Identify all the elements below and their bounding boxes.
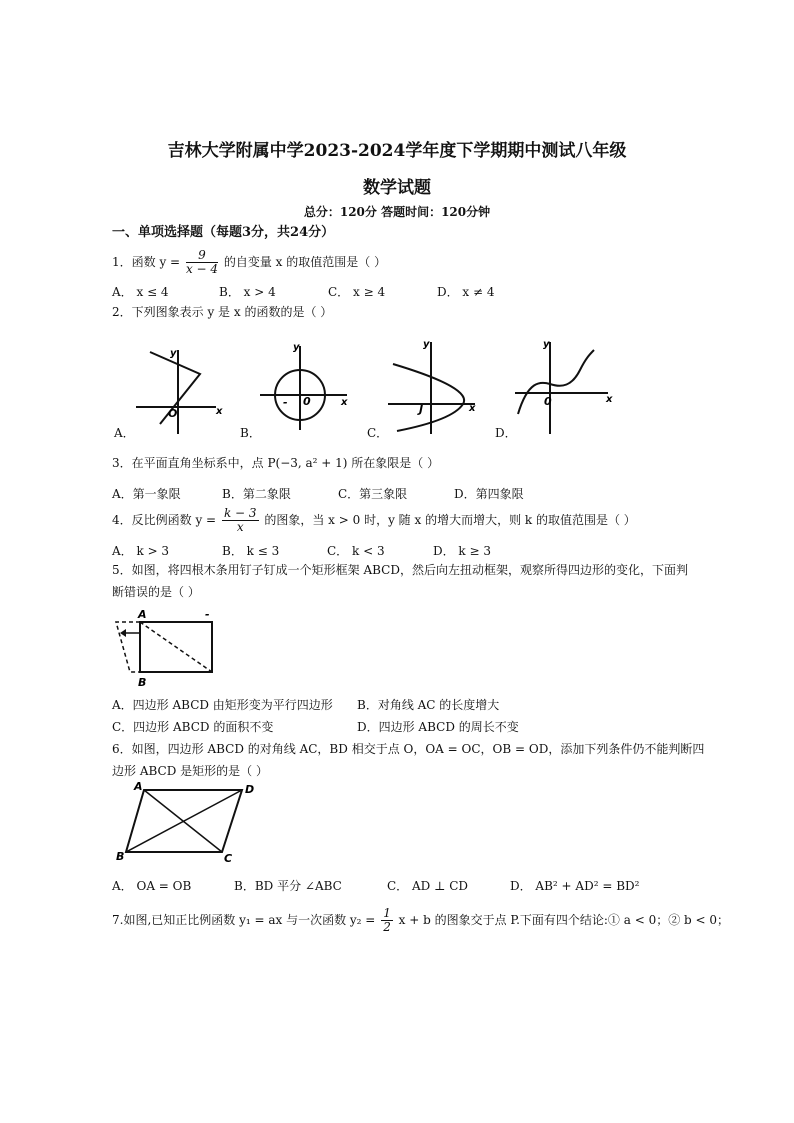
y-axis-label: y bbox=[543, 339, 550, 350]
q1-option-a[interactable]: A． x ≤ 4 bbox=[112, 285, 169, 299]
q4-option-a[interactable]: A． k > 3 bbox=[112, 544, 170, 558]
q1-denominator: x − 4 bbox=[185, 262, 219, 276]
q2-option-b[interactable]: B． bbox=[240, 426, 261, 440]
q3-option-d[interactable]: D．第四象限 bbox=[454, 487, 524, 501]
origin-label: J bbox=[419, 403, 424, 416]
q5-option-b[interactable]: B．对角线 AC 的长度增大 bbox=[357, 698, 500, 712]
q4-prefix: 4．反比例函数 y = bbox=[112, 513, 217, 527]
q4-fraction bbox=[222, 507, 259, 534]
q4-option-b[interactable]: B． k ≤ 3 bbox=[222, 544, 280, 558]
label-b: B bbox=[138, 676, 147, 689]
q5-option-a[interactable]: A．四边形 ABCD 由矩形变为平行四边形 bbox=[112, 698, 333, 712]
q2-graph-d bbox=[510, 336, 615, 436]
q2-graph-a bbox=[128, 342, 228, 437]
origin-label: 0 bbox=[544, 395, 552, 408]
exam-title: 吉林大学附属中学2023-2024学年度下学期期中测试八年级 bbox=[167, 141, 627, 161]
question-3-stem: 3．在平面直角坐标系中，点 P(−3, a² + 1) 所在象限是（ ） bbox=[112, 456, 440, 470]
q4-option-c[interactable]: C． k < 3 bbox=[327, 544, 385, 558]
q3-option-c[interactable]: C．第三象限 bbox=[338, 487, 408, 501]
dashed-left-frame bbox=[116, 622, 140, 672]
question-6-line-1: 6．如图，四边形 ABCD 的对角线 AC，BD 相交于点 O，OA = OC，OB = OD，添加下列条件仍不能判断四 bbox=[112, 742, 705, 756]
q2-graph-b bbox=[255, 340, 355, 435]
x-axis-label: x bbox=[341, 397, 348, 408]
label-a: A bbox=[138, 608, 147, 621]
exam-subject: 数学试题 bbox=[363, 178, 431, 198]
y-axis-label: y bbox=[170, 348, 177, 359]
q1-option-b[interactable]: B． x > 4 bbox=[219, 285, 276, 299]
q6-option-b[interactable]: B．BD 平分 ∠ABC bbox=[234, 879, 342, 893]
q1-option-d[interactable]: D． x ≠ 4 bbox=[437, 285, 495, 299]
left-arrow-icon bbox=[120, 629, 126, 637]
x-axis-label: x bbox=[469, 403, 476, 414]
question-7-stem bbox=[112, 907, 729, 934]
cubic-curve bbox=[518, 350, 594, 414]
q4-numerator: k − 3 bbox=[223, 506, 257, 520]
label-d: D bbox=[245, 783, 255, 796]
label-c: C bbox=[224, 852, 233, 865]
question-4-stem bbox=[112, 507, 636, 534]
x-axis-label: x bbox=[606, 394, 613, 405]
origin-label: O bbox=[168, 407, 178, 420]
section-heading: 一、单项选择题（每题3分，共24分） bbox=[112, 225, 335, 240]
q1-option-c[interactable]: C． x ≥ 4 bbox=[328, 285, 386, 299]
parabola-curve bbox=[393, 364, 464, 431]
q4-denominator: x bbox=[236, 520, 244, 534]
q1-numerator: 9 bbox=[186, 249, 218, 263]
q6-figure bbox=[112, 780, 262, 864]
q2-option-d[interactable]: D． bbox=[495, 426, 517, 440]
q6-option-a[interactable]: A． OA = OB bbox=[112, 879, 192, 893]
q7-suffix: x + b 的图象交于点 P.下面有四个结论:① a < 0；② b < 0； bbox=[398, 913, 730, 927]
y-axis-label: y bbox=[293, 342, 300, 353]
question-2-stem: 2．下列图象表示 y 是 x 的函数的是（ ） bbox=[112, 305, 333, 319]
q6-option-c[interactable]: C． AD ⊥ CD bbox=[387, 879, 469, 893]
q7-prefix: 7.如图,已知正比例函数 y₁ = ax 与一次函数 y₂ = bbox=[112, 913, 376, 927]
q1-prefix: 1．函数 y = bbox=[112, 255, 181, 269]
exam-info: 总分：120分 答题时间：120分钟 bbox=[303, 205, 491, 219]
q7-denominator: 2 bbox=[383, 920, 391, 934]
question-1-stem bbox=[112, 249, 386, 276]
q5-figure bbox=[112, 608, 222, 688]
question-5-line-2: 断错误的是（ ） bbox=[112, 585, 200, 599]
x-axis-label: x bbox=[216, 406, 223, 417]
q4-option-d[interactable]: D． k ≥ 3 bbox=[433, 544, 492, 558]
q6-option-d[interactable]: D． AB² + AD² = BD² bbox=[510, 879, 640, 893]
label-b: B bbox=[116, 850, 125, 863]
stray-mark: - bbox=[283, 396, 288, 409]
label-a: A bbox=[134, 780, 143, 793]
label-mark: - bbox=[205, 608, 210, 621]
question-6-line-2: 边形 ABCD 是矩形的是（ ） bbox=[112, 764, 268, 778]
q2-option-c[interactable]: C． bbox=[367, 426, 389, 440]
q1-fraction bbox=[186, 249, 218, 276]
q5-option-c[interactable]: C．四边形 ABCD 的面积不变 bbox=[112, 720, 274, 734]
q3-option-b[interactable]: B．第二象限 bbox=[222, 487, 291, 501]
q2-graph-c bbox=[383, 336, 483, 436]
q1-suffix: 的自变量 x 的取值范围是（ ） bbox=[223, 255, 387, 269]
q7-numerator: 1 bbox=[383, 906, 391, 920]
q7-fraction bbox=[381, 907, 393, 934]
origin-label: 0 bbox=[303, 395, 311, 408]
question-5-line-1: 5．如图，将四根木条用钉子钉成一个矩形框架 ABCD，然后向左扭动框架，观察所得四边形的变化，下面判 bbox=[112, 563, 688, 577]
y-axis-label: y bbox=[423, 339, 430, 350]
dashed-diagonal bbox=[140, 622, 212, 672]
q5-option-d[interactable]: D．四边形 ABCD 的周长不变 bbox=[357, 720, 519, 734]
q2-option-a[interactable]: A． bbox=[114, 426, 135, 440]
q3-option-a[interactable]: A．第一象限 bbox=[112, 487, 181, 501]
q4-suffix: 的图象，当 x > 0 时，y 随 x 的增大而增大，则 k 的取值范围是（ ） bbox=[264, 513, 636, 527]
